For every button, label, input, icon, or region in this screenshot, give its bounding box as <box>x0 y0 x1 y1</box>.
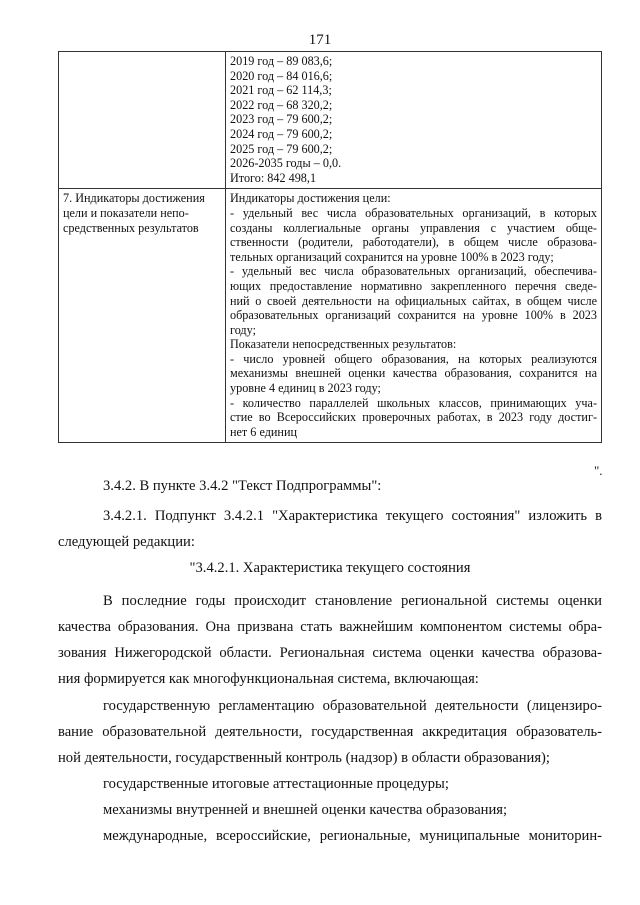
indicator-line: - удельный вес числа образовательных организаций, в которых <box>230 205 597 220</box>
indicator-line: стие во Всероссийских проверочных работах, в 2023 году достиг- <box>230 410 597 425</box>
funding-year-line: 2026-2035 годы – 0,0. <box>230 156 342 171</box>
table-cell-empty <box>59 52 226 189</box>
program-passport-table <box>58 51 602 443</box>
indicators-heading-line: средственных результатов <box>63 220 199 235</box>
funding-year-line: 2025 год – 79 600,2; <box>230 141 333 156</box>
indicator-line: - количество параллелей школьных классов, принимающих уча- <box>230 395 597 410</box>
paragraph-line: следующей редакции: <box>58 534 195 550</box>
funding-year-line: 2024 год – 79 600,2; <box>230 126 333 141</box>
paragraph-line: государственную регламентацию образовательной деятельности (лицензиро- <box>103 698 602 714</box>
paragraph-line: государственные итоговые аттестационные процедуры; <box>103 776 449 792</box>
paragraph-line: зования Нижегородской области. Региональная система оценки качества образова- <box>58 645 602 661</box>
funding-total-line: Итого: 842 498,1 <box>230 170 317 185</box>
paragraph-line: вание образовательной деятельности, государственная аккредитация образователь- <box>58 724 602 740</box>
indicator-line: ющих предоставление нормативно закрепленного перечня сведе- <box>230 278 597 293</box>
indicators-heading-line: цели и показатели непо- <box>63 205 189 220</box>
indicator-line: году; <box>230 322 256 337</box>
indicator-line: ний о своей деятельности на официальных сайтах, в общем числе <box>230 293 597 308</box>
paragraph-line: механизмы внутренней и внешней оценки качества образования; <box>103 802 508 818</box>
indicator-line: Индикаторы достижения цели: <box>230 191 391 206</box>
funding-year-line: 2023 год – 79 600,2; <box>230 112 333 127</box>
paragraph-line: ния формируется как многофункциональная система, включающая: <box>58 671 479 687</box>
funding-by-year-cell <box>226 52 602 189</box>
table-row-indicators <box>59 189 602 443</box>
funding-year-line: 2021 год – 62 114,3; <box>230 83 332 98</box>
paragraph-line: 3.4.2.1. Подпункт 3.4.2.1 "Характеристика текущего состояния" изложить в <box>103 508 602 524</box>
indicator-line: - число уровней общего образования, на которых реализуются <box>230 351 597 366</box>
indicator-line: ственности (родители, работодатели), в общем числе образова- <box>230 235 597 250</box>
indicator-line: - удельный вес числа образовательных организаций, обеспечива- <box>230 264 597 279</box>
paragraph-line: качества образования. Она призвана стать важнейшим компонентом системы обра- <box>58 619 602 635</box>
indicator-line: механизмы внешней оценки качества образования, сохранится на <box>230 366 597 381</box>
funding-year-line: 2020 год – 84 016,6; <box>230 68 333 83</box>
results-heading-line: Показатели непосредственных результатов: <box>230 337 457 352</box>
table-closing-quote: ". <box>594 463 603 478</box>
paragraph-line: ной деятельности, государственный контроль (надзор) в области образования); <box>58 750 550 766</box>
indicators-heading-line: 7. Индикаторы достижения <box>63 191 205 206</box>
paragraph-line: 3.4.2. В пункте 3.4.2 "Текст Подпрограммы": <box>103 478 382 494</box>
indicators-content-cell <box>226 189 602 443</box>
paragraph-line: международные, всероссийские, региональные, муниципальные мониторин- <box>103 828 602 844</box>
page-number: 171 <box>308 32 332 48</box>
indicator-line: нет 6 единиц <box>230 424 297 439</box>
indicator-line: тельных организаций сохранится на уровне 100% в 2023 году; <box>230 249 554 264</box>
table-row-funding <box>59 52 602 189</box>
section-heading: "3.4.2.1. Характеристика текущего состояния <box>189 560 471 576</box>
indicators-heading-cell <box>59 189 226 443</box>
funding-year-line: 2022 год – 68 320,2; <box>230 97 333 112</box>
indicator-line: образовательных организаций сохранится на уровне 100% в 2023 <box>230 308 597 323</box>
funding-year-line: 2019 год – 89 083,6; <box>230 54 333 68</box>
paragraph-line: В последние годы происходит становление региональной системы оценки <box>103 593 602 609</box>
indicator-line: созданы коллегиальные органы управления с участием обще- <box>230 220 597 235</box>
indicator-line: уровне 4 единиц в 2023 году; <box>230 381 381 396</box>
